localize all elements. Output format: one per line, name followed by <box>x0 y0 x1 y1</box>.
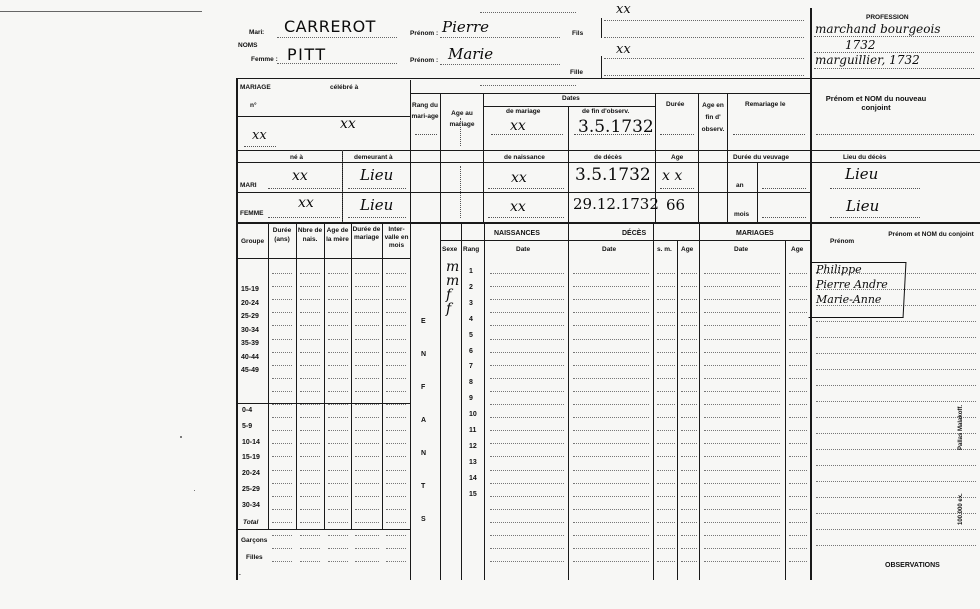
profession-line-1: marchand bourgeois <box>815 22 941 36</box>
duree-label: Durée <box>666 101 685 108</box>
no-label: n° <box>250 102 257 109</box>
child-sex: m <box>446 273 460 289</box>
deces-date-label: Date <box>602 246 617 253</box>
total-label: Total <box>243 519 259 526</box>
femme-age: 66 <box>666 196 686 214</box>
tirage-text: 100.000 ex. <box>958 493 964 525</box>
child-rank: 2 <box>469 283 473 291</box>
groupe-label: Groupe <box>241 238 265 245</box>
age-group-upper: 35-39 <box>241 340 259 347</box>
celebre-label: célébré à <box>330 84 359 91</box>
profession-line-2: 1732 <box>845 38 876 52</box>
femme-ne-a: xx <box>298 195 314 211</box>
enfants-letter: T <box>421 483 426 490</box>
enfants-letter: N <box>421 351 427 358</box>
enfants-letter: A <box>421 417 427 424</box>
femme-prenom-label: Prénom : <box>410 57 439 64</box>
child-sex: m <box>446 259 460 275</box>
ne-a-label: né à <box>290 154 304 161</box>
mari-naissance: xx <box>511 170 527 186</box>
noms-label: NOMS <box>238 42 258 49</box>
age-group-lower: 30-34 <box>242 501 260 509</box>
demeurant-label: demeurant à <box>354 154 393 161</box>
mari-lieu-deces: Lieu <box>845 165 879 183</box>
age-group-lower: 10-14 <box>242 438 260 446</box>
femme-lieu-deces: Lieu <box>846 197 880 215</box>
remariage-label: Remariage le <box>745 101 786 108</box>
child-prenom: Marie-Anne <box>816 293 882 306</box>
age-group-upper: 30-34 <box>241 326 259 334</box>
age-group-lower: 0-4 <box>242 407 253 414</box>
mari-prenom: Pierre <box>442 18 489 36</box>
femme-prenom: Marie <box>448 45 494 63</box>
child-rank: 8 <box>469 379 473 387</box>
enfants-letter: N <box>421 450 427 457</box>
duree-ans-label: Durée (ans) <box>272 227 292 243</box>
prenom-child-label: Prénom <box>830 238 855 245</box>
enfants-letter: E <box>421 318 426 325</box>
stray-dot: . <box>239 570 241 577</box>
femme-name: PITT <box>287 45 327 64</box>
age-group-lower: 5-9 <box>242 422 253 430</box>
mari-demeurant: Lieu <box>360 166 394 184</box>
enfants-letter: S <box>421 516 426 523</box>
fils-label: Fils <box>572 30 584 37</box>
naissance-date-label: Date <box>516 246 531 253</box>
duree-veuvage-label: Durée du veuvage <box>733 154 789 161</box>
age-group-upper: 20-24 <box>241 299 259 307</box>
imprint-text: Pallas Malakoff. <box>958 404 964 450</box>
de-deces-label: de décès <box>594 154 622 161</box>
sexe-label: Sexe <box>442 246 458 253</box>
dates-label: Dates <box>562 95 580 102</box>
mariage-label: MARIAGE <box>240 84 271 91</box>
femme-demeurant: Lieu <box>360 196 394 214</box>
mari-age: x x <box>662 168 683 184</box>
fin-obs-label: de fin d'observ. <box>582 108 630 115</box>
an-label: an <box>736 182 744 189</box>
age-group-lower: 20-24 <box>242 470 260 478</box>
mariages-label: MARIAGES <box>736 230 774 237</box>
no-value: xx <box>252 128 267 143</box>
rang-child-label: Rang <box>463 246 480 253</box>
stray-mark-1 <box>180 436 182 438</box>
child-rank: 11 <box>469 427 477 434</box>
stray-mark-2 <box>194 490 195 491</box>
age-group-upper: 45-49 <box>241 367 259 374</box>
child-rank: 6 <box>469 347 473 355</box>
de-naissance-label: de naissance <box>504 154 545 161</box>
femme-label: Femme : <box>251 56 278 63</box>
child-sex: f <box>446 301 452 317</box>
age-mere-label: Age de la mère <box>326 227 349 243</box>
mari-label: Mari <box>249 29 263 36</box>
child-prenom: Philippe <box>816 263 862 276</box>
femme-naissance: xx <box>510 199 526 215</box>
child-rank: 9 <box>469 395 473 403</box>
rang-label: Rang du mari-age <box>411 102 439 120</box>
intervalle-label: Inter-valle en mois <box>384 226 409 249</box>
child-rank: 12 <box>469 442 477 450</box>
date-mariage-value: xx <box>510 118 526 134</box>
femme-deces: 29.12.1732 <box>573 195 659 213</box>
child-rank: 10 <box>469 411 477 419</box>
enfants-letter: F <box>421 384 426 391</box>
mari-colon: : <box>262 29 265 36</box>
lieu-deces-label: Lieu du décès <box>843 154 887 161</box>
fille-label: Fille <box>570 69 584 76</box>
observations-label: OBSERVATIONS <box>885 562 940 569</box>
child-rank: 7 <box>469 363 473 371</box>
age-group-upper: 15-19 <box>241 286 259 293</box>
mari-row-label: MARI <box>240 182 257 189</box>
deces-header-label: DÉCÈS <box>622 230 647 237</box>
sm-label: s. m. <box>657 246 672 253</box>
date-fin-obs-value: 3.5.1732 <box>578 117 654 137</box>
age-group-upper: 25-29 <box>241 313 259 320</box>
child-rank: 15 <box>469 490 477 498</box>
mari-ne-a: xx <box>292 168 308 184</box>
child-rank: 13 <box>469 458 477 466</box>
naissances-label: NAISSANCES <box>494 230 540 237</box>
profession-line-3: marguillier, 1732 <box>815 53 920 67</box>
mariage-date-child-label: Date <box>734 246 749 253</box>
mari-deces: 3.5.1732 <box>575 165 651 185</box>
age-group-upper: 40-44 <box>241 353 259 361</box>
filles-label: Filles <box>246 554 263 561</box>
child-rank: 1 <box>469 268 473 275</box>
fille-mark: xx <box>616 42 631 57</box>
child-rank: 4 <box>469 315 473 323</box>
prenom-nom-nouveau-label: Prénom et NOM du nouveau conjoint <box>825 94 927 112</box>
prenom-nom-conjoint-label: Prénom et NOM du conjoint <box>888 231 974 238</box>
fils-mark: xx <box>616 2 631 17</box>
garcons-label: Garçons <box>241 537 268 544</box>
mois-label: mois <box>734 211 750 218</box>
mari-name: CARREROT <box>284 17 376 36</box>
child-rank: 5 <box>469 331 473 339</box>
mariage-lieu-value: xx <box>340 116 356 132</box>
age-mariage-label: Age au mariage <box>449 110 475 128</box>
age-group-lower: 25-29 <box>242 486 260 493</box>
de-mariage-label: de mariage <box>506 108 541 115</box>
child-rank: 3 <box>469 299 473 307</box>
nbre-nais-label: Nbre de nais. <box>297 227 323 243</box>
deces-age-label: Age <box>681 246 694 253</box>
age-group-lower: 15-19 <box>242 454 260 462</box>
mariage-age-child-label: Age <box>791 246 804 253</box>
age-col-label: Age <box>671 154 684 161</box>
child-rank: 14 <box>469 474 477 482</box>
duree-mariage-label: Durée de mariage <box>352 226 381 241</box>
femme-row-label: FEMME <box>240 210 264 217</box>
child-sex: f <box>446 287 452 303</box>
profession-label: PROFESSION <box>866 14 909 21</box>
age-fin-label: Age en fin d' observ. <box>701 102 725 133</box>
mari-prenom-label: Prénom : <box>410 30 439 37</box>
child-prenom: Pierre Andre <box>816 278 888 291</box>
